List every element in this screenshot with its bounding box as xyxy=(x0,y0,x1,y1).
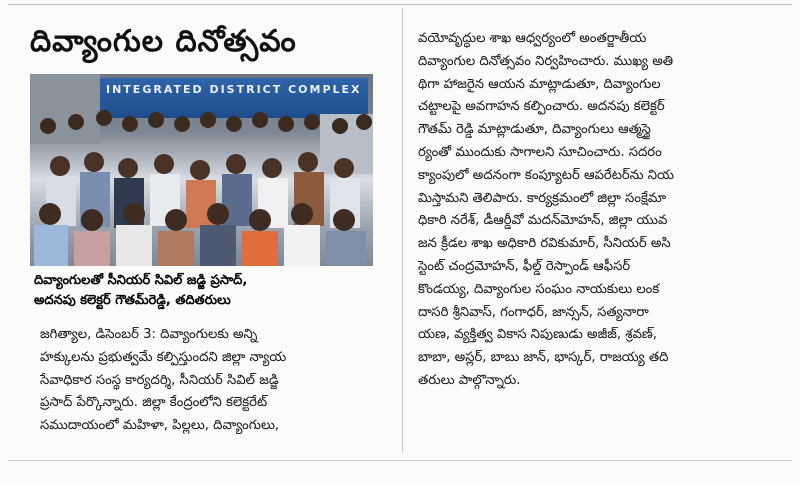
body-line: థిగా హాజరైన ఆయన మాట్లాడుతూ, దివ్యాంగుల xyxy=(418,76,661,92)
body-line: దాసరి శ్రీనివాస్, గంగాధర్, జాన్సన్, సత్యనారా xyxy=(418,304,649,320)
body-line: జన క్రీడల శాఖ అధికారి రవికుమార్, సీనియర్ అసి xyxy=(418,236,671,252)
body-line: సేవాధికార సంస్థ కార్యదర్శి, సీనియర్ సివిల్ జడ్జి xyxy=(40,372,279,388)
photo-banner: INTEGRATED DISTRICT COMPLEX xyxy=(100,78,368,118)
bottom-rule xyxy=(8,460,792,461)
crowd-illustration xyxy=(30,74,373,266)
body-line: జగిత్యాల, డిసెంబర్ 3: దివ్యాంగులకు అన్ని xyxy=(40,327,258,342)
body-line: హక్కులను ప్రభుత్వమే కల్పిస్తుందని జిల్లా న్యాయ xyxy=(40,349,287,365)
article-headline: దివ్యాంగుల దినోత్సవం xyxy=(30,24,297,59)
body-line: మిస్తామని తెలిపారు. కార్యక్రమంలో జిల్లా సంక్షేమా xyxy=(418,190,667,206)
caption-line: దివ్యాంగులతో సీనియర్ సివిల్ జడ్జి ప్రసాద్, xyxy=(34,273,248,288)
body-line: సముదాయంలో మహిళా, పిల్లలు, దివ్యాంగులు, xyxy=(40,418,280,434)
body-line: బాబా, అస్లర్, బాబు జాన్, భాస్కర్, రాజయ్య తది xyxy=(418,350,669,366)
body-line: స్టెంట్ చంద్రమోహన్, ఫీల్డ్ రెస్పాండ్ ఆఫీసర్ xyxy=(418,258,631,274)
body-line: వయోవృద్ధుల శాఖ ఆధ్వర్యంలో అంతర్జాతీయ xyxy=(418,31,647,46)
body-line: తరులు పాల్గొన్నారు. xyxy=(418,372,521,388)
body-line: చట్టాలపై అవగాహన కల్పించారు. అదనపు కలెక్టర్ xyxy=(418,99,665,115)
body-line: ర్యంతో ముందుకు సాగాలని సూచించారు. సదరం xyxy=(418,144,662,160)
body-line: గౌతమ్ రెడ్డి మాట్లాడుతూ, దివ్యాంగులు ఆత్మస్థై xyxy=(418,122,651,138)
top-rule xyxy=(8,4,792,5)
body-line: క్యాంపులో అదనంగా కంప్యూటర్ ఆపరేటర్‌ను నియ xyxy=(418,167,674,183)
photo-caption xyxy=(34,271,394,311)
body-line: యణ, వ్యక్తిత్వ వికాస నిపుణుడు అజీజ్, శ్రవణ్, xyxy=(418,327,657,343)
group-photo xyxy=(30,74,373,266)
caption-line: అదనపు కలెక్టర్ గౌతమ్‌రెడ్డి, తదితరులు xyxy=(34,293,231,308)
body-line: దివ్యాంగుల దినోత్సవం నిర్వహించారు. ముఖ్య అతి xyxy=(418,53,674,69)
column-divider xyxy=(402,8,403,453)
body-line: కొండయ్య, దివ్యాంగుల సంఘం నాయకులు లంక xyxy=(418,281,660,297)
article-body-left xyxy=(40,324,392,438)
body-line: ధికారి నరేశ్, డీఆర్డీవో మదన్‌మోహన్, జిల్లా యువ xyxy=(418,213,668,229)
body-line: ప్రసాద్ పేర్కొన్నారు. జిల్లా కేంద్రంలోని కలెక్టరేట్ xyxy=(40,395,268,411)
article-body-right xyxy=(418,28,784,393)
